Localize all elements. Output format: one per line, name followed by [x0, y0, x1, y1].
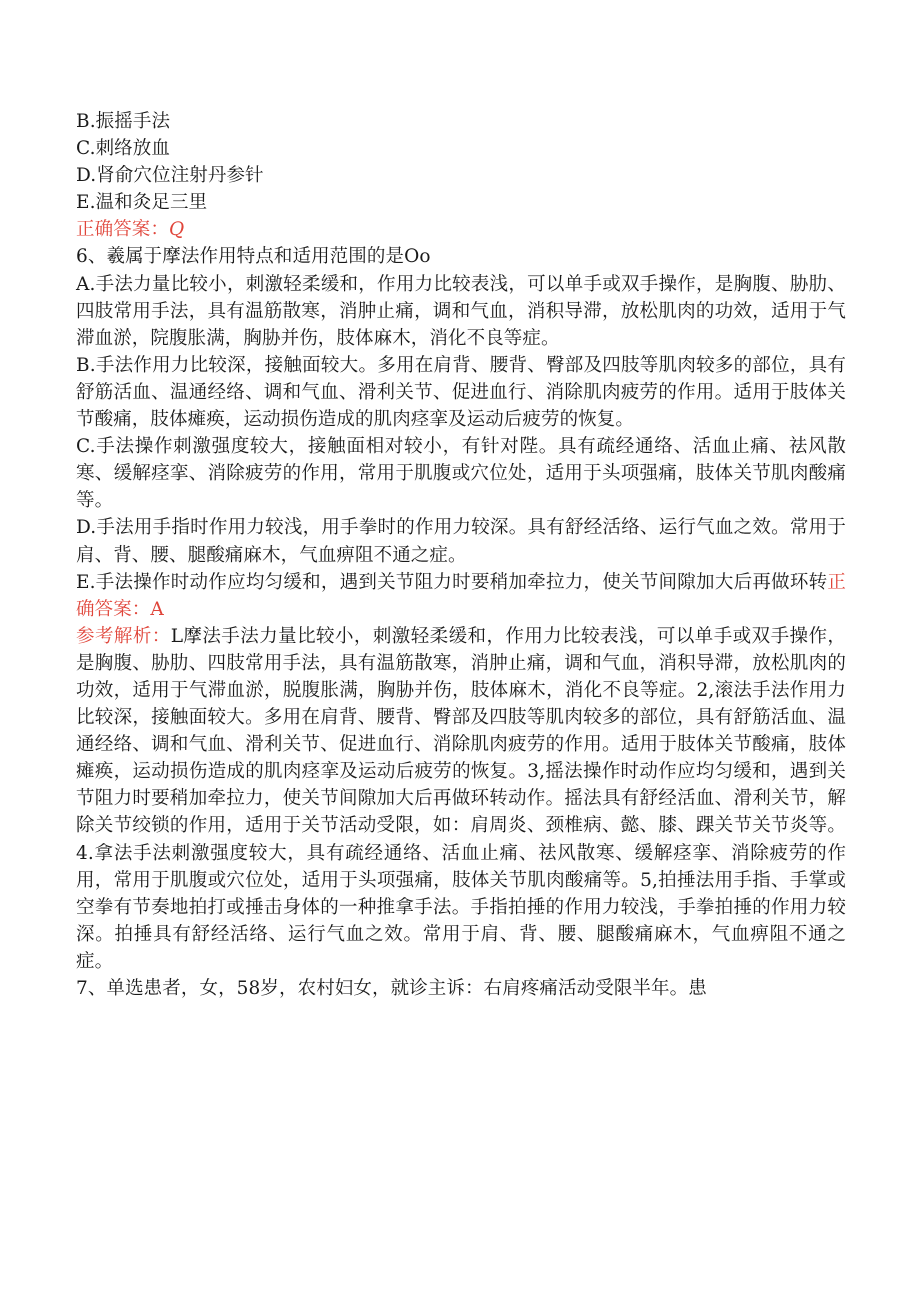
q5-answer-label: 正确答案：: [76, 219, 170, 241]
q5-option-b: B.振摇手法: [76, 111, 171, 132]
q5-answer: [76, 216, 846, 243]
q6-option-c: C.手法操作刺激强度较大，接触面相对较小，有针对陛。具有疏经通络、活血止痛、祛风散寒、缓解痉挛、消除疲劳的作用，常用于肌腹或穴位处，适用于头项强痛，肢体关节肌肉酸痛等。: [76, 436, 846, 512]
q7-question: 7、单选患者，女，58岁，农村妇女，就诊主诉：右肩疼痛活动受限半年。患: [76, 978, 707, 999]
q6-option-b: B.手法作用力比较深，接触面较大。多用在肩背、腰背、臀部及四肢等肌肉较多的部位，具有舒筋活血、温通经络、调和气血、滑利关节、促进血行、消除肌肉疲劳的作用。适用于肢体关节酸痛，肢体瘫痪，运动损伤造成的肌肉痉挛及运动后疲劳的恢复。: [76, 354, 846, 431]
q6-analysis-text: L摩法手法力量比较小，刺激轻柔缓和，作用力比较表浅，可以单手或双手操作，是胸腹、胁肋、四肢常用手法，具有温筋散寒，消肿止痛，调和气血，消积导滞，放松肌肉的功效，适用于气滞血淤，脱腹胀满，胸胁并伤，肢体麻木，消化不良等症。2,滚法手法作用力比较深，接触面较大。多用在肩背、腰背、臀部及四肢等肌肉较多的部位，具有舒筋活血、温通经络、调和气血、滑利关节、促进血行、消除肌肉疲劳的作用。适用于肢体关节酸痛，肢体瘫痪，运动损伤造成的肌肉痉挛及运动后疲劳的恢复。3,摇法操作时动作应均匀缓和，遇到关节阻力时要稍加牵拉力，使关节间隙加大后再做环转动作。摇法具有舒经活血、滑利关节，解除关节绞锁的作用，适用于关节活动受限，如：肩周炎、颈椎病、懿、膝、踝关节关节炎等。4.拿法手法刺激强度较大，具有疏经通络、活血止痛、祛风散寒、缓解痉挛、消除疲劳的作用，常用于肌腹或穴位处，适用于头项强痛，肢体关节肌肉酸痛等。5,拍捶法用手指、手掌或空拳有节奏地拍打或捶击身体的一种推拿手法。手指拍捶的作用力较浅，手拳拍捶的作用力较深。拍捶具有舒经活络、运行气血之效。常用于肩、背、腰、腿酸痛麻木，气血痹阻不通之症。: [76, 625, 846, 972]
q5-option-c: C.刺络放血: [76, 138, 170, 160]
q6-question: 6、羲属于摩法作用特点和适用范围的是Oo: [76, 246, 431, 268]
q6-analysis-label: 参考解析：: [76, 625, 171, 647]
q6-option-e: [76, 569, 846, 623]
document-page: [76, 108, 846, 1002]
q5-option-d: D.肾俞穴位注射丹参针: [76, 165, 264, 187]
q6-option-e-text: E.手法操作时动作应均匀缓和，遇到关节阻力时要稍加牵拉力，使关节间隙加大后再做环转: [76, 571, 828, 593]
q6-answer-value: A: [150, 598, 164, 620]
q6-option-a: A.手法力量比较小，刺激轻柔缓和，作用力比较表浅，可以单手或双手操作，是胸腹、胁肋、四肢常用手法，具有温筋散寒，消肿止痛，调和气血，消积导滞，放松肌肉的功效，适用于气滞血淤，院腹胀满，胸胁并伤，肢体麻木，消化不良等症。: [76, 273, 846, 349]
q6-option-d: D.手法用手指时作用力较浅，用手拳时的作用力较深。具有舒经活络、运行气血之效。常用于肩、背、腰、腿酸痛麻木，气血痹阻不通之症。: [76, 517, 846, 566]
q6-answer-label: 正确答案：: [76, 571, 846, 620]
q5-option-e: E.温和灸足三里: [76, 192, 208, 214]
q5-answer-value: Q: [169, 219, 185, 241]
q6-analysis: [76, 623, 846, 975]
